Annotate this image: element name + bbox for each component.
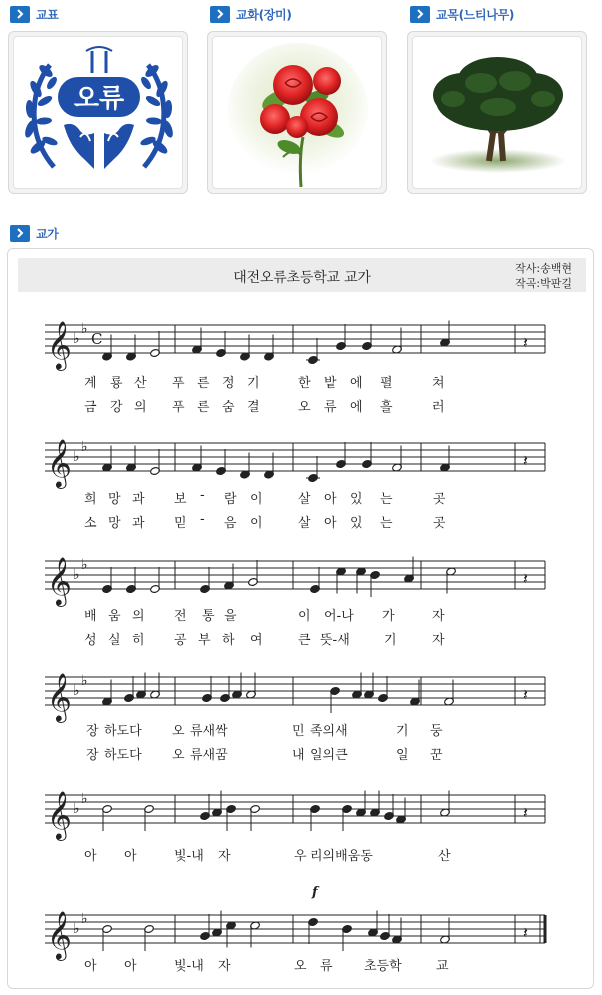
lyric-syllable: 둥	[430, 724, 443, 739]
flat-icon: ♭	[81, 791, 88, 807]
lyric-syllable: 히	[132, 633, 145, 648]
lyric-syllable: 룡	[110, 376, 123, 391]
lyric-syllable: 리의배움동	[310, 849, 373, 864]
lyric-syllable: 망	[108, 492, 121, 507]
lyric-syllable: 살	[298, 492, 311, 507]
flat-icon: ♭	[73, 331, 80, 347]
lyric-syllable: 이	[250, 516, 263, 531]
song-title: 대전오류초등학교 교가	[233, 270, 371, 286]
lyric-syllable: 뜻-새	[320, 633, 350, 648]
lyric-syllable: 쳐	[432, 376, 445, 391]
lyric-syllable: 장	[86, 748, 99, 763]
lyric-syllable: 빛-내	[174, 849, 204, 864]
lyric-syllable: 음	[224, 516, 237, 531]
section-header-emblem	[10, 5, 59, 23]
lyric-syllable: 류새싹	[190, 724, 228, 739]
section-header-tree	[410, 5, 514, 23]
section-header-flower	[210, 5, 292, 23]
rest-icon: 𝄽	[523, 685, 528, 704]
lyricist: 작사:송백현	[515, 262, 572, 275]
music-staff	[45, 661, 551, 723]
lyric-syllable: 금	[84, 400, 97, 415]
flat-icon: ♭	[73, 567, 80, 583]
lyric-syllable: 푸	[172, 376, 185, 391]
lyric-syllable: 보	[174, 492, 187, 507]
lyric-syllable: 내	[292, 748, 305, 763]
flat-icon: ♭	[81, 439, 88, 455]
lyric-syllable: 는	[380, 516, 393, 531]
school-flower-card	[207, 31, 387, 194]
lyric-syllable: 일의큰	[310, 748, 348, 763]
lyric-syllable: 소	[84, 516, 97, 531]
lyric-syllable: 빛-내	[174, 959, 204, 974]
lyric-syllable: 배	[84, 609, 97, 624]
lyric-syllable: 산	[438, 849, 451, 864]
lyric-syllable: 기	[396, 724, 409, 739]
emblem-logo-text: 오류	[73, 84, 125, 114]
lyric-syllable: 숨	[222, 400, 235, 415]
lyric-syllable: 망	[108, 516, 121, 531]
lyric-syllable: 부	[198, 633, 211, 648]
lyric-syllable: 민	[292, 724, 305, 739]
lyric-syllable: 기	[384, 633, 397, 648]
lyric-syllable: 있	[350, 516, 363, 531]
lyric-syllable: 아	[324, 516, 337, 531]
flat-icon: ♭	[73, 449, 80, 465]
rest-icon: 𝄽	[523, 569, 528, 588]
lyric-syllable: 자	[432, 633, 445, 648]
chevron-right-icon	[10, 6, 30, 23]
lyric-syllable: 류새꿈	[190, 748, 228, 763]
song-credits	[515, 261, 572, 291]
section-header-song	[10, 224, 59, 242]
rest-icon: 𝄽	[523, 451, 528, 470]
lyric-syllable: 른	[197, 376, 210, 391]
treble-clef-icon: 𝄞	[47, 790, 72, 839]
lyric-syllable: 가	[382, 609, 395, 624]
chevron-right-icon	[410, 6, 430, 23]
chevron-right-icon	[10, 225, 30, 242]
lyric-syllable: 자	[218, 959, 231, 974]
lyric-syllable: 공	[174, 633, 187, 648]
lyric-syllable: 꾼	[430, 748, 443, 763]
music-staff	[45, 309, 551, 371]
lyric-syllable: 흘	[380, 400, 393, 415]
lyric-syllable: 오	[294, 959, 307, 974]
lyric-syllable: 믿	[174, 516, 187, 531]
lyric-syllable: 의	[132, 609, 145, 624]
chevron-right-icon	[210, 6, 230, 23]
lyric-syllable: 오	[172, 748, 185, 763]
flat-icon: ♭	[73, 921, 80, 937]
flat-icon: ♭	[81, 557, 88, 573]
lyric-syllable: 과	[132, 516, 145, 531]
lyric-syllable: 에	[350, 376, 363, 391]
lyric-syllable: 우	[294, 849, 307, 864]
section-label-tree: 교목(느티나무)	[436, 7, 515, 22]
section-label-song: 교가	[36, 226, 59, 241]
lyric-syllable: 아	[124, 959, 137, 974]
lyric-syllable: 실	[108, 633, 121, 648]
lyric-syllable: 교	[436, 959, 449, 974]
flat-icon: ♭	[81, 673, 88, 689]
treble-clef-icon: 𝄞	[47, 438, 72, 487]
lyric-syllable: 한	[298, 376, 311, 391]
music-staff	[45, 545, 551, 607]
music-staff	[45, 779, 551, 841]
lyric-syllable: 정	[222, 376, 235, 391]
zelkova-tree-image	[412, 36, 582, 189]
school-tree-card	[407, 31, 587, 194]
flat-icon: ♭	[81, 321, 88, 337]
lyric-syllable: 아	[124, 849, 137, 864]
lyric-syllable: 족의새	[310, 724, 348, 739]
lyric-syllable: 이	[298, 609, 311, 624]
rose-image	[212, 36, 382, 189]
lyric-syllable: 류	[324, 400, 337, 415]
lyric-syllable: 오	[172, 724, 185, 739]
lyric-syllable: 살	[298, 516, 311, 531]
lyric-syllable: 하도다	[104, 724, 142, 739]
lyric-syllable: 에	[350, 400, 363, 415]
music-staff	[45, 427, 551, 489]
lyric-syllable: 하도다	[104, 748, 142, 763]
lyric-syllable: 강	[110, 400, 123, 415]
rest-icon: 𝄽	[523, 803, 528, 822]
lyric-syllable: 장	[86, 724, 99, 739]
lyric-syllable: 아	[324, 492, 337, 507]
treble-clef-icon: 𝄞	[47, 672, 72, 721]
lyric-syllable: 이	[250, 492, 263, 507]
school-emblem-image	[13, 36, 183, 189]
lyric-syllable: 성	[84, 633, 97, 648]
lyric-syllable: 산	[134, 376, 147, 391]
lyric-syllable: 곳	[433, 492, 446, 507]
lyric-syllable: 결	[247, 400, 260, 415]
lyric-syllable: 큰	[298, 633, 311, 648]
lyric-syllable: 오	[298, 400, 311, 415]
lyric-syllable: 류	[320, 959, 333, 974]
lyric-syllable: 는	[380, 492, 393, 507]
lyric-syllable: 아	[84, 849, 97, 864]
lyric-syllable: 있	[350, 492, 363, 507]
lyric-syllable: 자	[432, 609, 445, 624]
treble-clef-icon: 𝄞	[47, 556, 72, 605]
section-label-flower: 교화(장미)	[236, 7, 292, 22]
rest-icon: 𝄽	[523, 333, 528, 352]
treble-clef-icon: 𝄞	[47, 910, 72, 959]
flat-icon: ♭	[81, 911, 88, 927]
lyric-syllable: 의	[134, 400, 147, 415]
lyric-syllable: 하	[222, 633, 235, 648]
lyric-syllable: 일	[396, 748, 409, 763]
composer: 작곡:박판길	[515, 277, 572, 290]
section-label-emblem: 교표	[36, 7, 59, 22]
lyric-syllable: 초등학	[364, 959, 402, 974]
common-time-icon: C	[91, 330, 103, 348]
song-title-bar	[18, 258, 586, 292]
lyric-syllable: 펼	[380, 376, 393, 391]
lyric-syllable: 자	[218, 849, 231, 864]
school-emblem-card	[8, 31, 188, 194]
lyric-syllable: 희	[84, 492, 97, 507]
lyric-syllable: -	[200, 488, 205, 503]
lyric-syllable: -	[200, 512, 205, 527]
lyric-syllable: 푸	[172, 400, 185, 415]
lyric-syllable: 른	[197, 400, 210, 415]
school-song-card	[7, 248, 594, 989]
lyric-syllable: 람	[224, 492, 237, 507]
lyric-syllable: 기	[247, 376, 260, 391]
lyric-syllable: 움	[108, 609, 121, 624]
rest-icon: 𝄽	[523, 923, 528, 942]
flat-icon: ♭	[73, 683, 80, 699]
lyric-syllable: 과	[132, 492, 145, 507]
lyric-syllable: 곳	[433, 516, 446, 531]
lyric-syllable: 을	[224, 609, 237, 624]
dynamic-marking: f	[312, 885, 318, 900]
flat-icon: ♭	[73, 801, 80, 817]
music-staff	[45, 899, 551, 961]
lyric-syllable: 여	[250, 633, 263, 648]
lyric-syllable: 밭	[324, 376, 337, 391]
lyric-syllable: 계	[84, 376, 97, 391]
treble-clef-icon: 𝄞	[47, 320, 72, 369]
lyric-syllable: 전	[174, 609, 187, 624]
lyric-syllable: 통	[202, 609, 215, 624]
lyric-syllable: 러	[432, 400, 445, 415]
lyric-syllable: 아	[84, 959, 97, 974]
lyric-syllable: 어-나	[324, 609, 354, 624]
